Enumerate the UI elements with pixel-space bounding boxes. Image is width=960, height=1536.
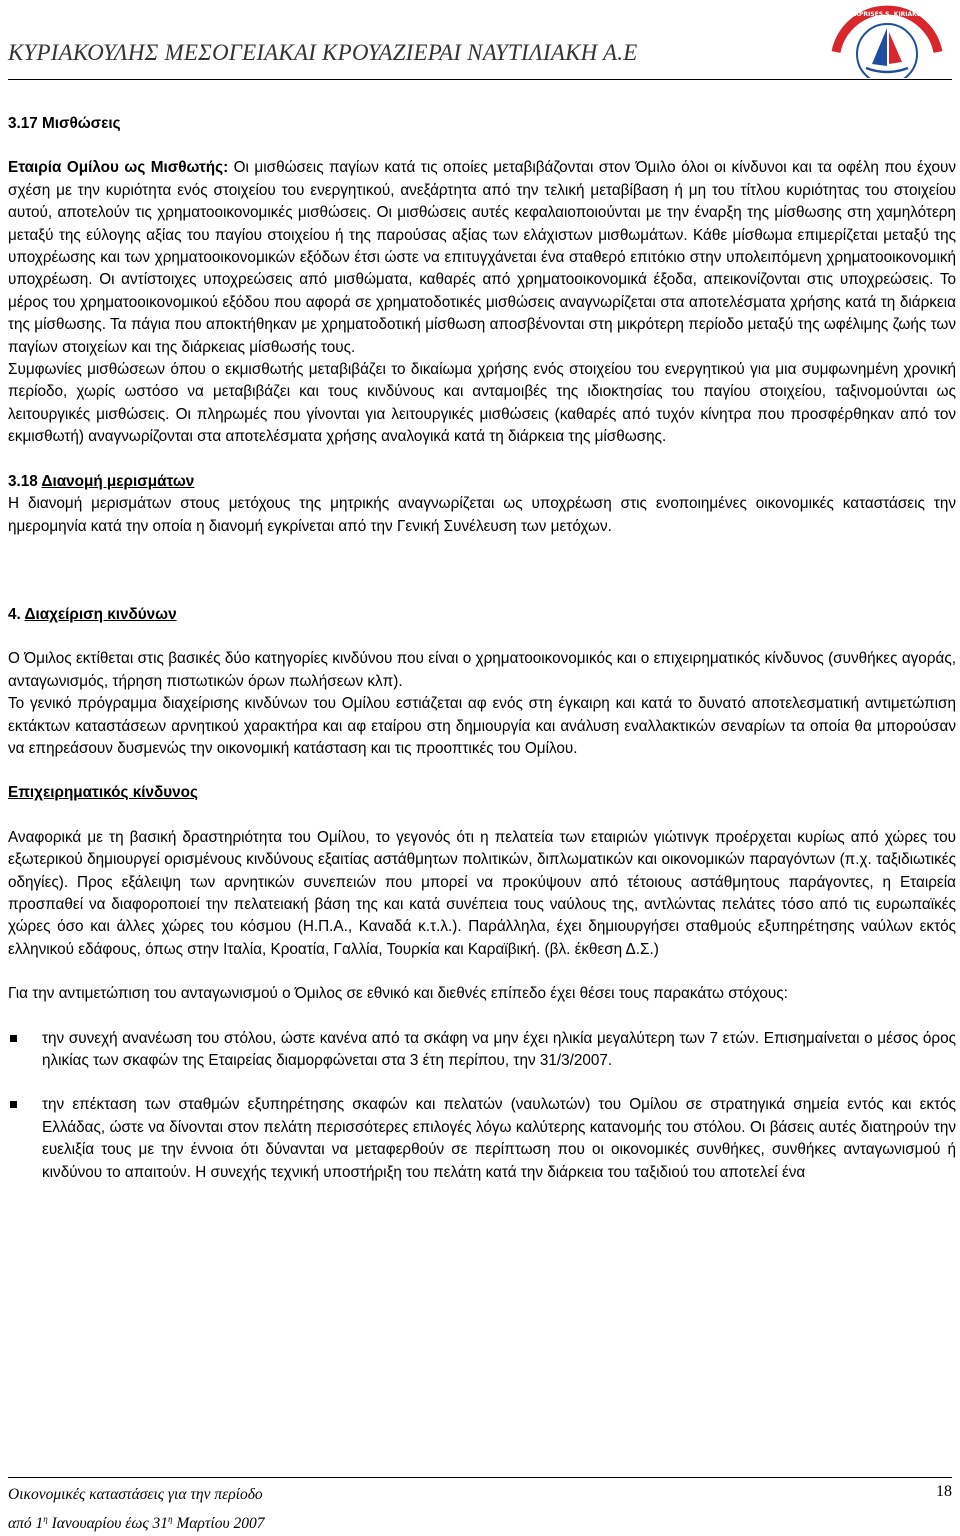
bullet-square-icon (10, 1035, 17, 1042)
footer-line-1: Οικονομικές καταστάσεις για την περίοδο (8, 1486, 263, 1503)
section-3-18-heading (8, 471, 956, 493)
header-divider (8, 79, 952, 80)
section-4-heading (8, 604, 956, 626)
bullet-square-icon (10, 1101, 17, 1108)
section-4-paragraph-4: Για την αντιμετώπιση του ανταγωνισμού ο Όμιλος σε εθνικό και διεθνές επίπεδο έχει θέσει τους παρακάτω στόχους: (8, 985, 788, 1003)
section-3-18-paragraph: Η διανομή μερισμάτων στους μετόχους της μητρικής αναγνωρίζεται ως υποχρέωση στις ενοποιημένες οικονομικές καταστάσεις την ημερομηνία κατά την οποία η διανομή εγκρίνεται από την Γενική Συνέλευση των μετόχων. (8, 495, 956, 535)
objectives-list (8, 1028, 956, 1184)
section-4-paragraph-2: Το γενικό πρόγραμμα διαχείρισης κινδύνων του Ομίλου εστιάζεται αφ ενός στη έγκαιρη και κατά το δυνατό αποτελεσματική αντιμετώπιση εκτάκτων καταστάσεων αρνητικού χαρακτήρα και αφ εταίρου στη δημιουργία και ανάλυση εναλλακτικών σεναρίων τα οποία θα μπορούσαν να επηρεάσουν δυσμενώς την οικονομική κατάσταση και τις προοπτικές του Ομίλου. (8, 695, 956, 757)
section-3-17-paragraph-2: Συμφωνίες μισθώσεων όπου ο εκμισθωτής μεταβιβάζει το δικαίωμα χρήσης ενός στοιχείου του ενεργητικού για μια συμφωνημένη χρονική περίοδο, χωρίς ωστόσο να μεταβιβάζει και τους κινδύνους και ανταμοιβές της ιδιοκτησίας του παγίου στοιχείου, ταξινομούνται ως λειτουργικές μισθώσεις. Οι πληρωμές που γίνονται για λειτουργικές μισθώσεις (καθαρές από τυχόν κίνητρα που προσφέρθηκαν από τον εκμισθωτή) αναγνωρίζονται στα αποτελέσματα χρήσης αναλογικά κατά τη διάρκεια της μίσθωσης. (8, 361, 956, 446)
business-risk-heading: Επιχειρηματικός κίνδυνος (8, 784, 198, 802)
list-item (8, 1094, 956, 1184)
lessee-lead: Εταιρία Ομίλου ως Μισθωτής: (8, 159, 229, 177)
list-item-text: την επέκταση των σταθμών εξυπηρέτησης σκαφών και πελατών (ναυλωτών) του Ομίλου σε στρατηγικά σημεία εντός και εκτός Ελλάδας, ώστε να δίνονται στον πελάτη περισσότερες επιλογές λόγω καλύτερης κατανομής του στόλου. Οι βάσεις αυτές διατηρούν την ευελιξία τους με την έννοια ότι δύνανται να μεταφερθούν σε περίπτωση που οι οικονομικές συνθήκες, συνθήκες ανταγωνισμού ή κινδύνου το απαιτούν. Η συνεχής τεχνική υποστήριξη του πελάτη κατά την διάρκεια του ταξιδιού του αποτελεί ένα (42, 1096, 956, 1181)
section-title: Διαχείριση κινδύνων (24, 605, 177, 623)
page-footer (8, 1477, 952, 1534)
document-body (8, 113, 956, 1184)
page-header (0, 0, 960, 100)
section-title: Διανομή μερισμάτων (41, 472, 195, 490)
lessee-body: Οι μισθώσεις παγίων κατά τις οποίες μεταβιβάζονται στον Όμιλο όλοι οι κίνδυνοι και τα οφέλη που έχουν σχέση με την κυριότητα ενός στοιχείου του ενεργητικού, ανεξάρτητα από την τελική μεταβίβαση ή μη του τίτλου κυριότητας του στοιχείου αυτού, αποτελούν τις χρηματοοικονομικές μισθώσεις. Οι μισθώσεις αυτές κεφαλαιοποιούνται με την έναρξη της μίσθωσης στη χαμηλότερη μεταξύ της εύλογης αξίας του παγίου στοιχείου ή της παρούσας αξίας των ελάχιστων μισθωμάτων. Κάθε μίσθωμα επιμερίζεται μεταξύ της υποχρέωσης και των χρηματοοικονομικών εξόδων έτσι ώστε να επιτυγχάνεται ένα σταθερό επιτόκιο στην υπολειπόμενη χρηματοοικονομική υποχρέωση. Οι αντίστοιχες υποχρεώσεις από μισθώματα, καθαρές από χρηματοοικονομικά έξοδα, απεικονίζονται στις υποχρεώσεις. Το μέρος του χρηματοοικονομικού εξόδου που αφορά σε χρηματοδοτικές μισθώσεις αναγνωρίζεται στα αποτελέσματα χρήσης κατά τη διάρκεια της μίσθωσης. Τα πάγια που αποκτήθηκαν με χρηματοδοτική μίσθωση αποσβένονται στη μικρότερη περίοδο μεταξύ της ωφέλιμης ζωής των παγίων στοιχείων και της διάρκειας μίσθωσής τους. (8, 159, 956, 356)
footer-period (8, 1483, 264, 1536)
footer-line-2: από $1^\eta$ Ιανουαρίου έως $31^\eta$ Μαρτίου 2007 (8, 1514, 265, 1533)
footer-divider (8, 1477, 952, 1478)
svg-text:ENTERPRISES S. KIRIAKOULIS: ENTERPRISES S. KIRIAKOULIS (837, 11, 937, 18)
company-title: ΚΥΡΙΑΚΟΥΛΗΣ ΜΕΣΟΓΕΙΑΚΑΙ ΚΡΟΥΑΖΙΕΡΑΙ ΝΑΥΤΙΛΙΑΚΗ Α.Ε (8, 40, 638, 65)
section-4-paragraph-1: Ο Όμιλος εκτίθεται στις βασικές δύο κατηγορίες κινδύνου που είναι ο χρηματοοικονομικός και ο επιχειρηματικός κίνδυνος (συνθήκες αγοράς, ανταγωνισμός, τήρηση πιστωτικών όρων πωλήσεων κλπ). (8, 650, 956, 690)
list-item-text: την συνεχή ανανέωση του στόλου, ώστε κανένα από τα σκάφη να μην έχει ηλικία μεγαλύτερη των 7 ετών. Επισημαίνεται ο μέσος όρος ηλικίας των σκαφών της Εταιρείας διαμορφώνεται στα 3 έτη περίπου, την 31/3/2007. (42, 1029, 956, 1069)
section-3-17-paragraph-1 (8, 157, 956, 359)
section-3-17-heading: 3.17 Μισθώσεις (8, 115, 121, 132)
section-number: 3.18 (8, 472, 42, 490)
section-number: 4. (8, 605, 25, 623)
page-number: 18 (936, 1483, 952, 1500)
list-item (8, 1028, 956, 1073)
section-4-paragraph-3: Αναφορικά με τη βασική δραστηριότητα του Ομίλου, το γεγονός ότι η πελατεία των εταιριών γιώτινγκ προέρχεται κυρίως από χώρες του εξωτερικού δημιουργεί ορισμένους κινδύνους εξαιτίας αστάθμητων πολιτικών, διπλωματικών και οικονομικών παραγόντων (π.χ. ταξιδιωτικές οδηγίες). Προς εξάλειψη των αρνητικών συνεπειών που μπορεί να προκύψουν από τέτοιους αστάθμητους παράγοντες, η Εταιρεία προσπαθεί να διαφοροποιεί την πελατειακή βάση της και κατά συνέπεια τους ναύλους της, αντλώντας πελάτες τόσο από τις ευρωπαϊκές χώρες όσο και άλλες χώρες του κόσμου (Η.Π.Α., Καναδά κ.τ.λ.). Παράλληλα, έχει δημιουργήσει σταθμούς εξυπηρέτησης ναύλων εκτός ελληνικού εδάφους, όπως στην Ιταλία, Κροατία, Γαλλία, Τουρκία και Καραϊβική. (βλ. έκθεση Δ.Σ.) (8, 828, 956, 958)
company-logo (822, 0, 952, 78)
